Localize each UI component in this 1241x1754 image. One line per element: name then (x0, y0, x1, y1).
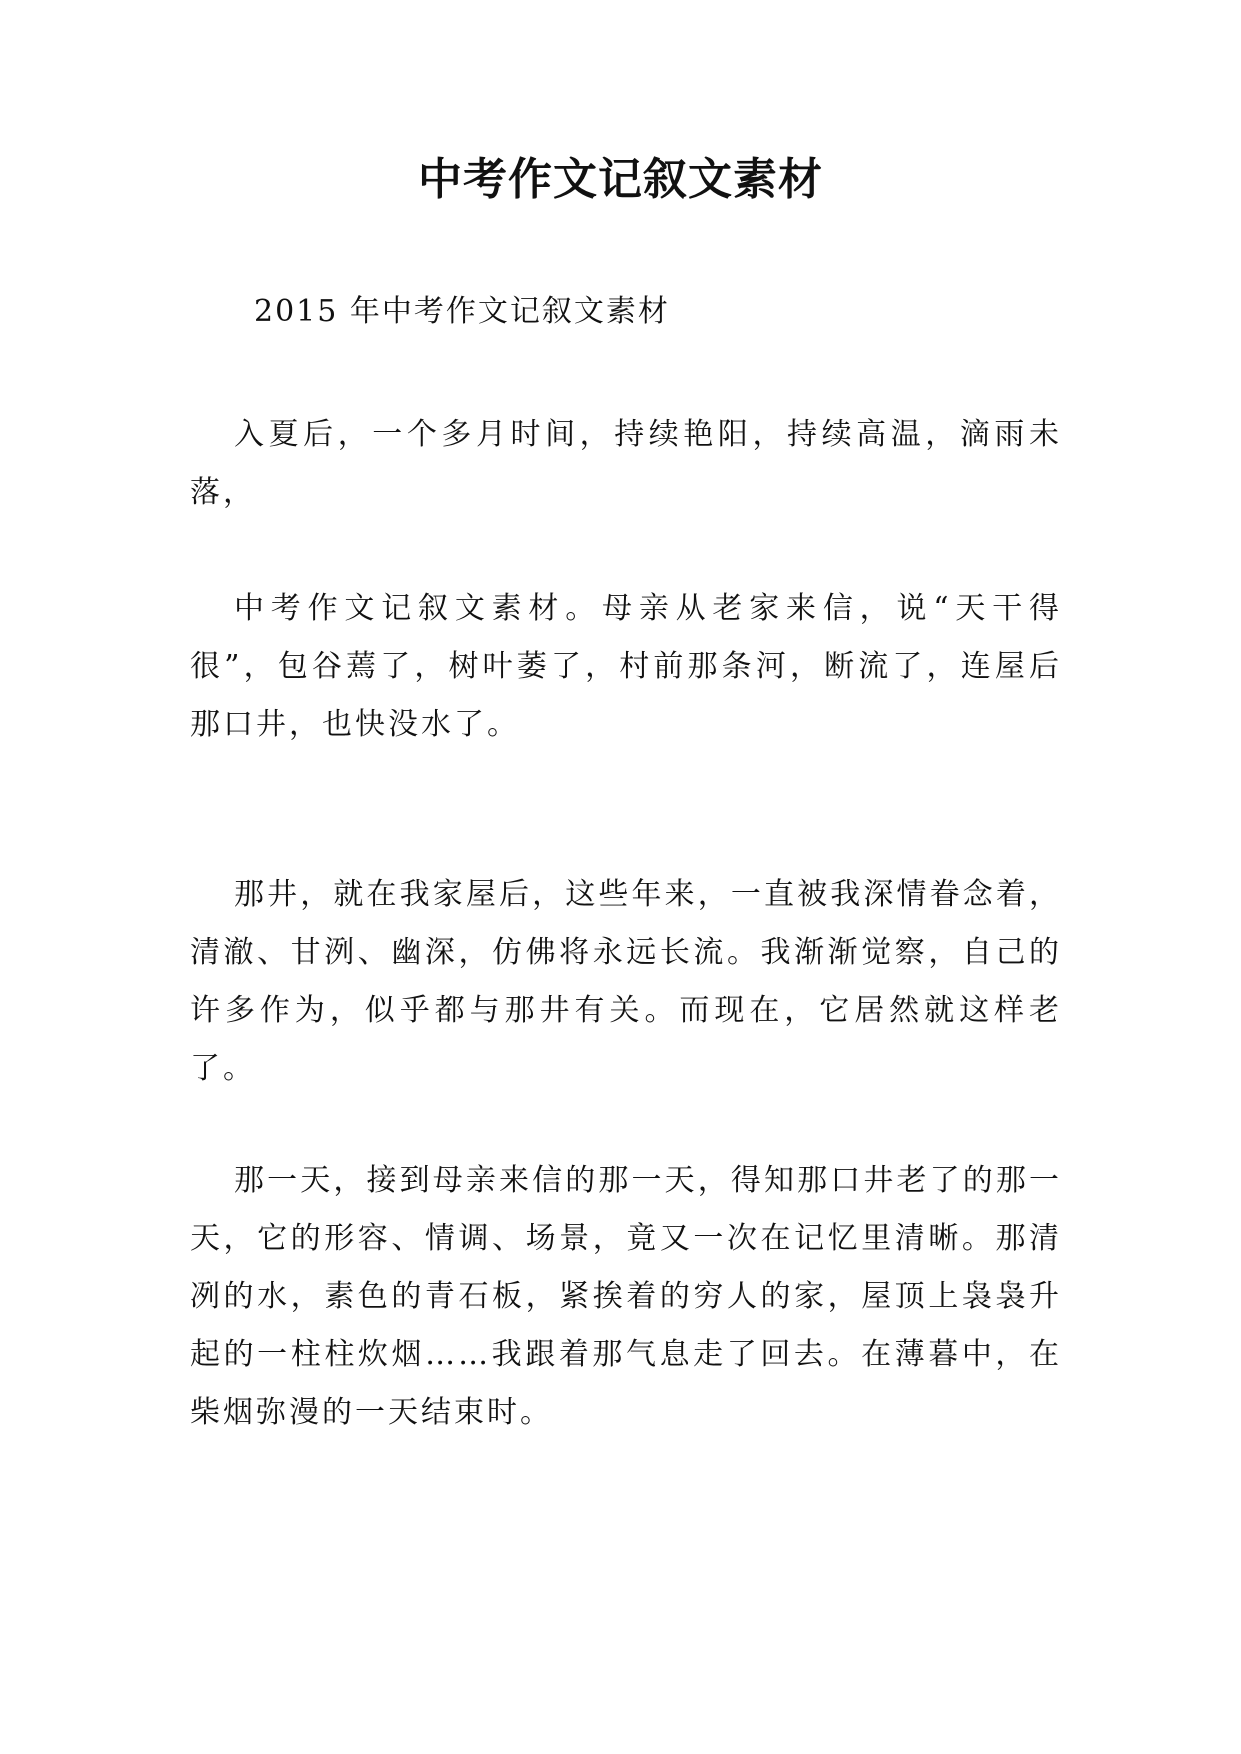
paragraph-1: 入夏后，一个多月时间，持续艳阳，持续高温，滴雨未落， (190, 417, 1062, 510)
paragraph-4: 那一天，接到母亲来信的那一天，得知那口井老了的那一天，它的形容、情调、场景，竟又一次在记忆里清晰。那清冽的水，素色的青石板，紧挨着的穷人的家，屋顶上袅袅升起的一柱柱炊烟……我跟着那气息走了回去。在薄暮中，在柴烟弥漫的一天结束时。 (190, 1163, 1062, 1430)
document-title: 中考作文记叙文素材 (418, 154, 823, 205)
paragraph-2: 中考作文记叙文素材。母亲从老家来信，说“天干得很”，包谷蔫了，树叶萎了，村前那条河，断流了，连屋后那口井，也快没水了。 (190, 591, 1062, 742)
document-subtitle: 2015 年中考作文记叙文素材 (254, 294, 670, 329)
paragraph-3: 那井，就在我家屋后，这些年来，一直被我深情眷念着，清澈、甘洌、幽深，仿佛将永远长流。我渐渐觉察，自己的许多作为，似乎都与那井有关。而现在，它居然就这样老了。 (190, 877, 1062, 1086)
